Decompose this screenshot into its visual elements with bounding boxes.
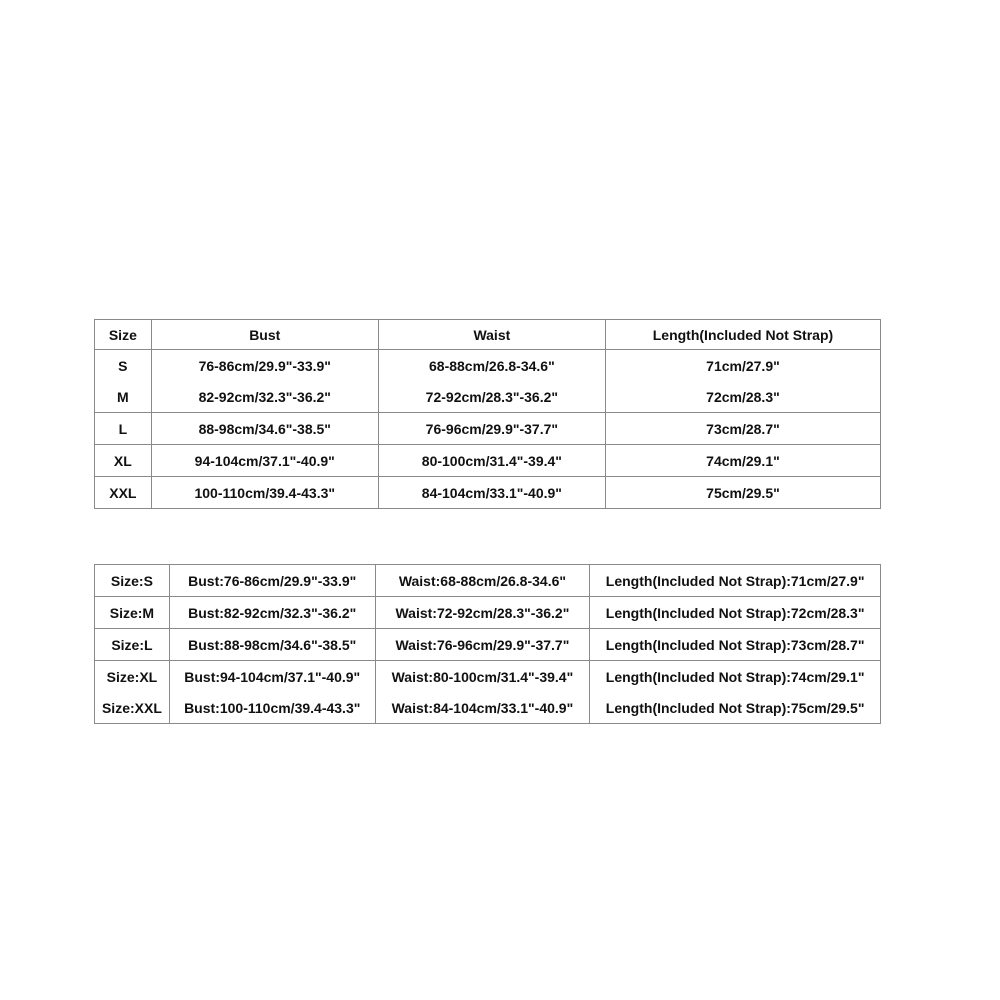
waist-cell: 80-100cm/31.4"-39.4" bbox=[378, 445, 605, 477]
waist-cell: Waist:72-92cm/28.3"-36.2" bbox=[375, 597, 590, 629]
table-row bbox=[95, 381, 881, 413]
length-cell: 72cm/28.3" bbox=[605, 381, 880, 413]
waist-cell: 76-96cm/29.9"-37.7" bbox=[378, 413, 605, 445]
size-cell: M bbox=[95, 381, 152, 413]
table-row bbox=[95, 477, 881, 509]
length-cell: Length(Included Not Strap):75cm/29.5" bbox=[590, 692, 881, 724]
bust-cell: 100-110cm/39.4-43.3" bbox=[151, 477, 378, 509]
size-chart-table bbox=[94, 319, 881, 509]
table-row bbox=[95, 597, 881, 629]
waist-cell: Waist:76-96cm/29.9"-37.7" bbox=[375, 629, 590, 661]
size-cell: XXL bbox=[95, 477, 152, 509]
header-bust: Bust bbox=[151, 320, 378, 350]
bust-cell: 76-86cm/29.9"-33.9" bbox=[151, 350, 378, 382]
header-size: Size bbox=[95, 320, 152, 350]
waist-cell: Waist:68-88cm/26.8-34.6" bbox=[375, 565, 590, 597]
size-cell: S bbox=[95, 350, 152, 382]
waist-cell: 68-88cm/26.8-34.6" bbox=[378, 350, 605, 382]
size-cell: Size:XL bbox=[95, 661, 170, 693]
table-header-row bbox=[95, 320, 881, 350]
bust-cell: Bust:82-92cm/32.3"-36.2" bbox=[169, 597, 375, 629]
bust-cell: 82-92cm/32.3"-36.2" bbox=[151, 381, 378, 413]
header-length: Length(Included Not Strap) bbox=[605, 320, 880, 350]
waist-cell: Waist:80-100cm/31.4"-39.4" bbox=[375, 661, 590, 693]
waist-cell: Waist:84-104cm/33.1"-40.9" bbox=[375, 692, 590, 724]
length-cell: Length(Included Not Strap):74cm/29.1" bbox=[590, 661, 881, 693]
bust-cell: Bust:94-104cm/37.1"-40.9" bbox=[169, 661, 375, 693]
size-cell: Size:XXL bbox=[95, 692, 170, 724]
waist-cell: 72-92cm/28.3"-36.2" bbox=[378, 381, 605, 413]
length-cell: 73cm/28.7" bbox=[605, 413, 880, 445]
table-row bbox=[95, 692, 881, 724]
bust-cell: Bust:88-98cm/34.6"-38.5" bbox=[169, 629, 375, 661]
bust-cell: 88-98cm/34.6"-38.5" bbox=[151, 413, 378, 445]
size-cell: XL bbox=[95, 445, 152, 477]
bust-cell: Bust:100-110cm/39.4-43.3" bbox=[169, 692, 375, 724]
table-row bbox=[95, 413, 881, 445]
table-row bbox=[95, 445, 881, 477]
length-cell: 74cm/29.1" bbox=[605, 445, 880, 477]
table-row bbox=[95, 661, 881, 693]
table-row bbox=[95, 350, 881, 382]
size-list-table bbox=[94, 564, 881, 724]
size-cell: Size:L bbox=[95, 629, 170, 661]
size-cell: Size:M bbox=[95, 597, 170, 629]
length-cell: 75cm/29.5" bbox=[605, 477, 880, 509]
header-waist: Waist bbox=[378, 320, 605, 350]
table-row bbox=[95, 565, 881, 597]
length-cell: Length(Included Not Strap):72cm/28.3" bbox=[590, 597, 881, 629]
length-cell: Length(Included Not Strap):73cm/28.7" bbox=[590, 629, 881, 661]
waist-cell: 84-104cm/33.1"-40.9" bbox=[378, 477, 605, 509]
length-cell: 71cm/27.9" bbox=[605, 350, 880, 382]
table-row bbox=[95, 629, 881, 661]
size-cell: Size:S bbox=[95, 565, 170, 597]
bust-cell: Bust:76-86cm/29.9"-33.9" bbox=[169, 565, 375, 597]
length-cell: Length(Included Not Strap):71cm/27.9" bbox=[590, 565, 881, 597]
size-cell: L bbox=[95, 413, 152, 445]
bust-cell: 94-104cm/37.1"-40.9" bbox=[151, 445, 378, 477]
